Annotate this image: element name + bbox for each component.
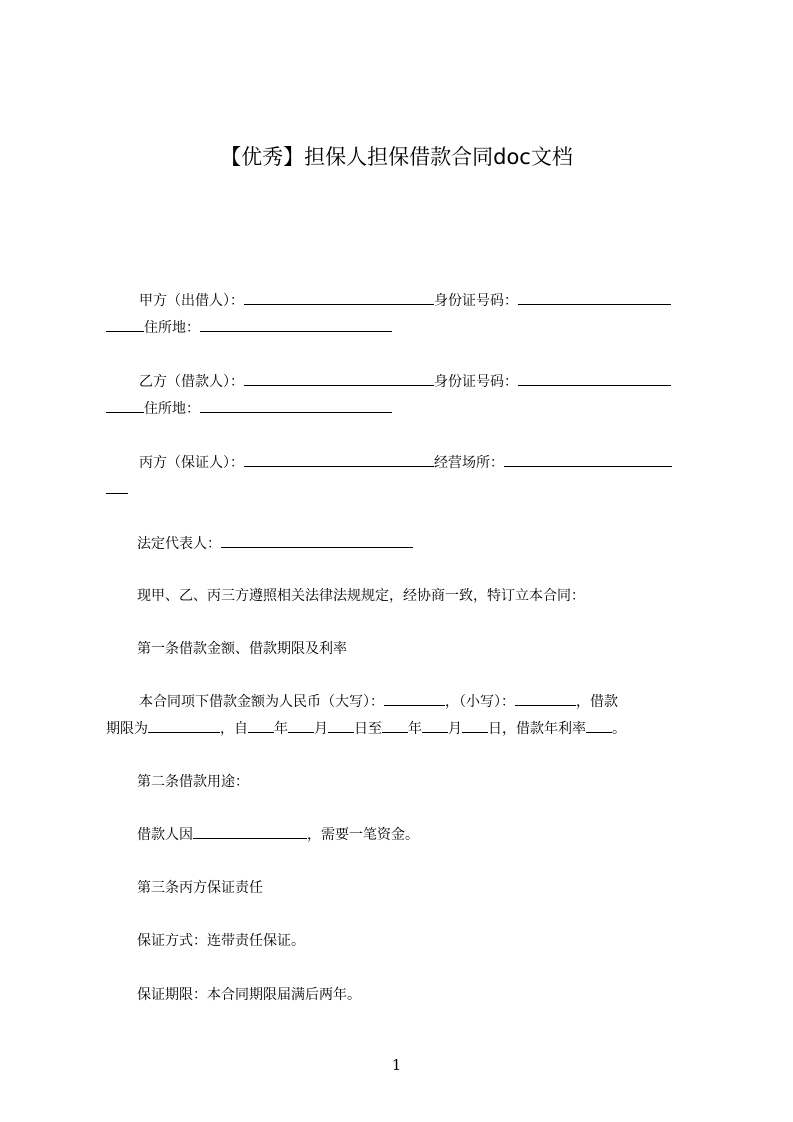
party-a-id-label: 身份证号码： [434,293,518,309]
party-b-id-label: 身份证号码： [434,374,518,390]
article1-text: 年 [274,721,288,737]
legal-rep-label: 法定代表人： [137,536,221,552]
party-c-business-blank[interactable] [504,452,672,467]
loan-purpose-blank[interactable] [193,824,307,839]
end-day-blank[interactable] [462,718,488,733]
party-c-line [106,452,739,474]
article1-text: ，借款 [576,694,618,710]
article2-text: ，需要一笔资金。 [307,827,419,843]
party-b-line [106,371,739,393]
end-year-blank[interactable] [382,718,408,733]
party-b-id-blank-cont[interactable] [106,398,144,413]
start-day-blank[interactable] [328,718,354,733]
interest-rate-blank[interactable] [586,718,612,733]
article1-text: 期限为 [106,721,148,737]
document-title: 【优秀】担保人担保借款合同doc文档 [220,145,573,169]
article1-text: 年 [408,721,422,737]
party-c-business-line-cont [106,479,706,501]
article2-line [106,824,737,846]
party-b-address-line [106,398,706,420]
article1-text: 月 [448,721,462,737]
party-b-address-blank[interactable] [200,398,392,413]
start-year-blank[interactable] [248,718,274,733]
party-a-address-line [106,317,706,339]
party-b-label: 乙方（借款人）： [139,374,244,390]
article1-line2 [106,718,706,740]
loan-term-blank[interactable] [148,718,220,733]
start-month-blank[interactable] [288,718,314,733]
article1-text: 日至 [354,721,382,737]
party-a-id-blank[interactable] [518,290,671,305]
article1-text: 。 [612,721,626,737]
guarantee-period: 保证期限：本合同期限届满后两年。 [137,987,361,1003]
legal-rep-line [106,533,737,555]
article1-line1 [106,691,739,713]
article1-text: 本合同项下借款金额为人民币（大写）： [139,694,384,710]
party-a-line [106,290,739,312]
article1-heading: 第一条借款金额、借款期限及利率 [137,641,347,657]
party-c-name-blank[interactable] [244,452,434,467]
party-b-id-blank[interactable] [518,371,671,386]
party-b-name-blank[interactable] [244,371,434,386]
guarantee-method: 保证方式：连带责任保证。 [137,933,305,949]
party-c-label: 丙方（保证人）： [139,455,244,471]
article2-heading: 第二条借款用途： [137,774,249,790]
party-c-business-label: 经营场所： [434,455,504,471]
end-month-blank[interactable] [422,718,448,733]
party-a-address-blank[interactable] [200,317,392,332]
article1-text: 月 [314,721,328,737]
amount-figures-blank[interactable] [515,691,576,706]
article1-text: ，自 [220,721,248,737]
page-number: 1 [391,1056,402,1074]
article1-text: ，（小写）： [445,694,515,710]
party-a-label: 甲方（出借人）： [139,293,244,309]
party-a-id-blank-cont[interactable] [106,317,144,332]
intro-paragraph: 现甲、乙、丙三方遵照相关法律法规规定，经协商一致，特订立本合同： [137,588,585,604]
legal-rep-blank[interactable] [221,533,413,548]
article1-text: 日，借款年利率 [488,721,586,737]
party-a-address-label: 住所地： [144,320,200,336]
article2-text: 借款人因 [137,827,193,843]
party-b-address-label: 住所地： [144,401,200,417]
party-c-business-blank-cont[interactable] [106,479,128,494]
amount-words-blank[interactable] [384,691,445,706]
article3-heading: 第三条丙方保证责任 [137,880,263,896]
party-a-name-blank[interactable] [244,290,434,305]
